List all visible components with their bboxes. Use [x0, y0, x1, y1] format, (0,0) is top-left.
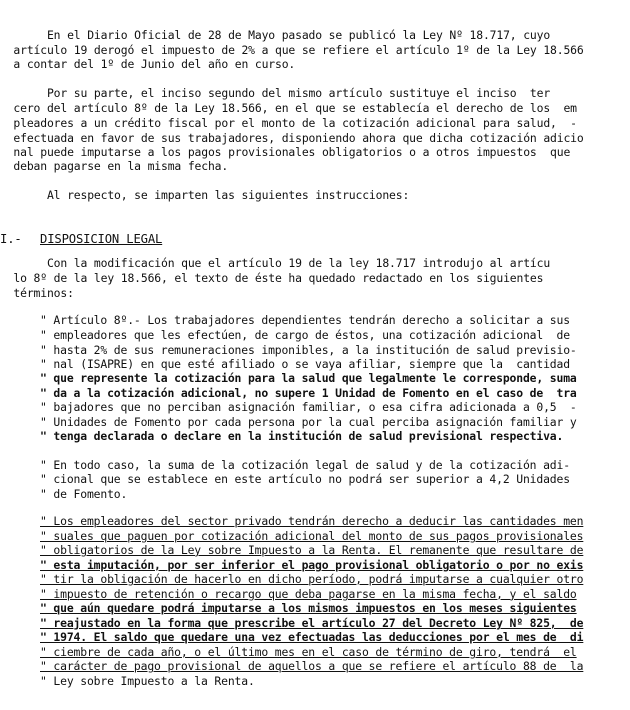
second-paragraph-line-4: efectuada en favor de sus trabajadores, disponiendo ahora que dicha cotización adicio — [0, 131, 584, 145]
quote-1-line-4: " nal (ISAPRE) en que esté afiliado o se vaya afiliar, siempre que la cantidad — [40, 357, 570, 371]
section-intro-line-2: lo 8º de la ley 18.566, el texto de éste ha quedado redactado en los siguientes — [0, 271, 544, 285]
section-title: DISPOSICION LEGAL — [40, 232, 163, 246]
quote-1-line-5: " que represente la cotización para la salud que legalmente le corresponde, suma — [40, 371, 577, 385]
quote-1-line-9: " tenga declarada o declare en la institución de salud previsional respectiva. — [40, 429, 564, 443]
intro-line-2: artículo 19 derogó el impuesto de 2% a que se refiere el artículo 1º de la Ley 18.566 — [0, 43, 584, 57]
quote-3-line-3: " obligatorios de la Ley sobre Impuesto a la Renta. El remanente que resultare de — [40, 543, 584, 557]
quote-2-line-2: " cional que se establece en este artículo no podrá ser superior a 4,2 Unidades — [40, 472, 570, 486]
quote-1-line-1: " Artículo 8º.- Los trabajadores dependientes tendrán derecho a solicitar a sus — [40, 313, 570, 327]
quote-3-line-10: " ciembre de cada año, o el último mes en el caso de término de giro, tendrá el — [40, 645, 577, 659]
quote-1-line-8: " Unidades de Fomento por cada persona por la cual perciba asignación familiar y — [40, 415, 577, 429]
quote-3-line-4: " esta imputación, por ser inferior el pago provisional obligatorio o por no exis — [40, 558, 584, 572]
second-paragraph-line-2: cero del artículo 8º de la Ley 18.566, en el que se establecía el derecho de los em — [0, 101, 577, 115]
quote-3-line-6: " impuesto de retención o recargo que deba pagarse en la misma fecha, y el saldo — [40, 587, 577, 601]
quote-3-line-2: " suales que paguen por cotización adicional del monto de sus pagos provisionales — [40, 529, 584, 543]
second-paragraph-line-6: deban pagarse en la misma fecha. — [0, 159, 229, 173]
intro-line-1: En el Diario Oficial de 28 de Mayo pasado se publicó la Ley Nº 18.717, cuyo — [0, 28, 551, 42]
section-intro-line-1: Con la modificación que el artículo 19 de la ley 18.717 introdujo al artícu — [0, 256, 551, 270]
intro-line-3: a contar del 1º de Junio del año en curso. — [0, 57, 296, 71]
section-intro-line-3: términos: — [0, 286, 74, 300]
quote-1-line-3: " hasta 2% de sus remuneraciones imponibles, a la institución de salud previsio- — [40, 343, 577, 357]
second-paragraph-line-5: nal puede imputarse a los pagos provisionales obligatorios o a otros impuestos que — [0, 145, 571, 159]
quote-3-line-11: " carácter de pago provisional de aquellos a que se refiere el artículo 88 de la — [40, 659, 584, 673]
quote-3-line-12: " Ley sobre Impuesto a la Renta. — [40, 674, 255, 688]
quote-1-line-6: " da a la cotización adicional, no supere 1 Unidad de Fomento en el caso de tra — [40, 386, 577, 400]
quote-3-line-1: " Los empleadores del sector privado tendrán derecho a deducir las cantidades men — [40, 514, 584, 528]
section-number: I.- — [0, 232, 22, 246]
quote-3-line-5: " tir la obligación de hacerlo en dicho período, podrá imputarse a cualquier otro — [40, 572, 584, 586]
quote-2-line-3: " de Fomento. — [40, 487, 128, 501]
quote-2-line-1: " En todo caso, la suma de la cotización legal de salud y de la cotización adi- — [40, 458, 570, 472]
second-paragraph-line-3: pleadores a un crédito fiscal por el monto de la cotización adicional para salud, - — [0, 116, 577, 130]
second-paragraph-line-1: Por su parte, el inciso segundo del mismo artículo sustituye el inciso ter — [0, 86, 551, 100]
quote-3-line-8: " reajustado en la forma que prescribe el artículo 27 del Decreto Ley Nº 825, de — [40, 616, 584, 630]
quote-1-line-7: " bajadores que no perciban asignación familiar, o esa cifra adicionada a 0,5 - — [40, 400, 577, 414]
quote-3-line-7: " que aún quedare podrá imputarse a los mismos impuestos en los meses siguientes — [40, 601, 577, 615]
quote-1-line-2: " empleadores que les efectúen, de cargo de éstos, una cotización adicional de — [40, 328, 570, 342]
instructions-line: Al respecto, se imparten las siguientes instrucciones: — [0, 188, 410, 202]
quote-3-line-9: " 1974. El saldo que quedare una vez efectuadas las deducciones por el mes de di — [40, 630, 584, 644]
